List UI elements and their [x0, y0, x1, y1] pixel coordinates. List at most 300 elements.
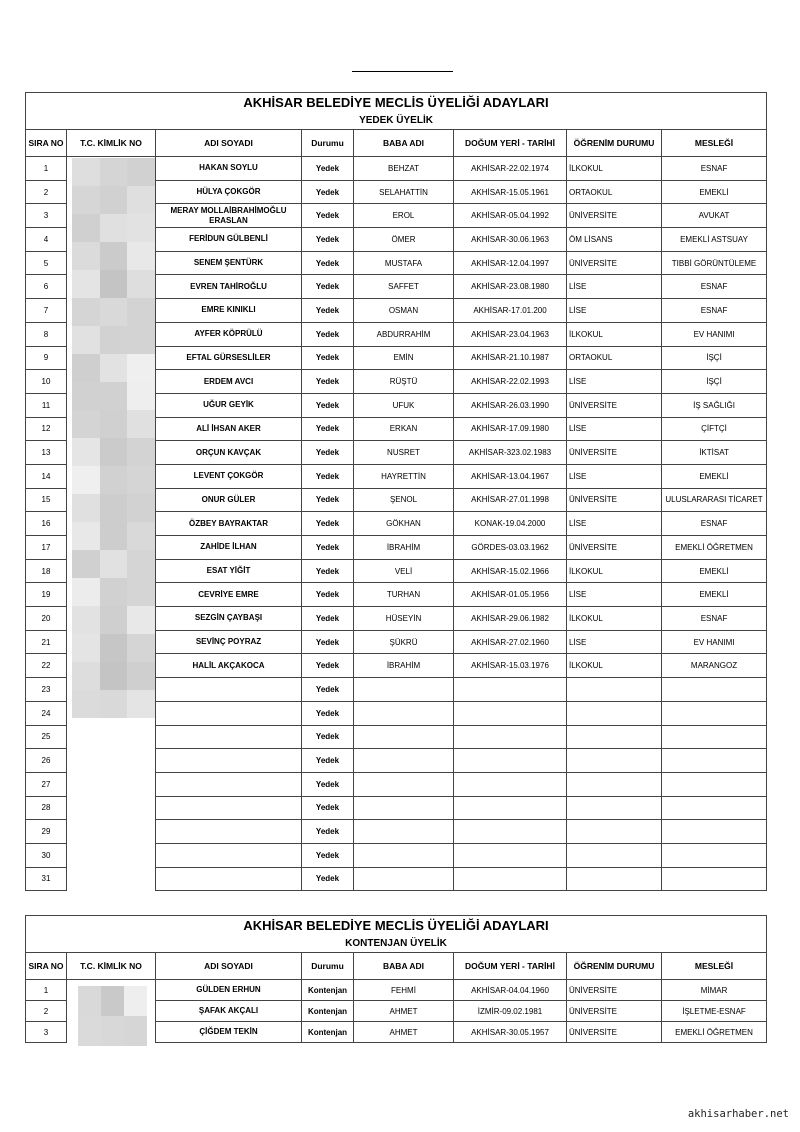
- status-cell: Yedek: [302, 488, 354, 512]
- status-cell: Kontenjan: [302, 1022, 354, 1043]
- candidate-name: SEVİNÇ POYRAZ: [156, 630, 302, 654]
- mosaic-cell: [100, 550, 128, 578]
- col-header-baba: BABA ADI: [354, 953, 454, 980]
- mosaic-cell: [72, 522, 100, 550]
- mosaic-cell: [127, 186, 155, 214]
- col-header-sira: SIRA NO: [26, 953, 67, 980]
- occupation-cell: EV HANIMI: [662, 630, 767, 654]
- row-number: 30: [26, 843, 67, 867]
- row-number: 3: [26, 204, 67, 228]
- mosaic-cell: [72, 242, 100, 270]
- col-header-ad: ADI SOYADI: [156, 953, 302, 980]
- occupation-cell: EMEKLİ: [662, 559, 767, 583]
- candidate-name: EMRE KINIKLI: [156, 299, 302, 323]
- birth-place-date: AKHİSAR-29.06.1982: [454, 607, 567, 631]
- birth-place-date: AKHİSAR-26.03.1990: [454, 393, 567, 417]
- col-header-ogrenim: ÖĞRENİM DURUMU: [567, 130, 662, 157]
- col-header-ad: ADI SOYADI: [156, 130, 302, 157]
- birth-place-date: AKHİSAR-23.08.1980: [454, 275, 567, 299]
- father-name: TURHAN: [354, 583, 454, 607]
- candidate-name: LEVENT ÇOKGÖR: [156, 464, 302, 488]
- education-cell: ÜNİVERSİTE: [567, 204, 662, 228]
- occupation-cell: [662, 725, 767, 749]
- mosaic-cell: [127, 690, 155, 718]
- mosaic-cell: [124, 1016, 147, 1046]
- row-number: 12: [26, 417, 67, 441]
- tc-kimlik-cell: [67, 843, 156, 867]
- status-cell: Yedek: [302, 228, 354, 252]
- table-title: AKHİSAR BELEDİYE MECLİS ÜYELİĞİ ADAYLARI: [26, 916, 767, 935]
- status-cell: Yedek: [302, 512, 354, 536]
- occupation-cell: EMEKLİ: [662, 180, 767, 204]
- candidate-name: ORÇUN KAVÇAK: [156, 441, 302, 465]
- status-cell: Yedek: [302, 536, 354, 560]
- candidate-name: HAKAN SOYLU: [156, 157, 302, 181]
- status-cell: Yedek: [302, 654, 354, 678]
- mosaic-cell: [127, 550, 155, 578]
- education-cell: [567, 678, 662, 702]
- father-name: BEHZAT: [354, 157, 454, 181]
- candidate-name: FERİDUN GÜLBENLİ: [156, 228, 302, 252]
- occupation-cell: [662, 701, 767, 725]
- education-cell: ÜNİVERSİTE: [567, 441, 662, 465]
- occupation-cell: [662, 749, 767, 773]
- father-name: [354, 772, 454, 796]
- col-header-meslek: MESLEĞİ: [662, 130, 767, 157]
- candidate-name: HÜLYA ÇOKGÖR: [156, 180, 302, 204]
- occupation-cell: İŞÇİ: [662, 346, 767, 370]
- tc-kimlik-cell: [67, 772, 156, 796]
- tc-kimlik-cell: [67, 749, 156, 773]
- col-header-meslek: MESLEĞİ: [662, 953, 767, 980]
- occupation-cell: ESNAF: [662, 157, 767, 181]
- education-cell: [567, 749, 662, 773]
- father-name: ŞÜKRÜ: [354, 630, 454, 654]
- col-header-dogum: DOĞUM YERİ - TARİHİ: [454, 130, 567, 157]
- mosaic-cell: [72, 438, 100, 466]
- row-number: 13: [26, 441, 67, 465]
- col-header-ogrenim: ÖĞRENİM DURUMU: [567, 953, 662, 980]
- candidate-name: ÇİĞDEM TEKİN: [156, 1022, 302, 1043]
- mosaic-cell: [100, 270, 128, 298]
- mosaic-cell: [100, 690, 128, 718]
- mosaic-cell: [127, 382, 155, 410]
- occupation-cell: ESNAF: [662, 299, 767, 323]
- table-title: AKHİSAR BELEDİYE MECLİS ÜYELİĞİ ADAYLARI: [26, 93, 767, 112]
- candidate-name: [156, 749, 302, 773]
- occupation-cell: [662, 772, 767, 796]
- mosaic-cell: [72, 326, 100, 354]
- row-number: 1: [26, 157, 67, 181]
- status-cell: Yedek: [302, 678, 354, 702]
- row-number: 5: [26, 251, 67, 275]
- candidate-name: SEZGİN ÇAYBAŞI: [156, 607, 302, 631]
- candidate-name: EVREN TAHİROĞLU: [156, 275, 302, 299]
- education-cell: ÜNİVERSİTE: [567, 393, 662, 417]
- occupation-cell: AVUKAT: [662, 204, 767, 228]
- mosaic-cell: [127, 494, 155, 522]
- birth-place-date: AKHİSAR-17.01.200: [454, 299, 567, 323]
- education-cell: İLKOKUL: [567, 559, 662, 583]
- mosaic-cell: [72, 606, 100, 634]
- father-name: [354, 701, 454, 725]
- table-row: [26, 796, 767, 820]
- candidate-name: EFTAL GÜRSESLİLER: [156, 346, 302, 370]
- birth-place-date: GÖRDES-03.03.1962: [454, 536, 567, 560]
- birth-place-date: AKHİSAR-30.05.1957: [454, 1022, 567, 1043]
- redacted-id-block: [72, 158, 155, 718]
- education-cell: ÜNİVERSİTE: [567, 1001, 662, 1022]
- col-header-dogum: DOĞUM YERİ - TARİHİ: [454, 953, 567, 980]
- col-header-baba: BABA ADI: [354, 130, 454, 157]
- row-number: 8: [26, 322, 67, 346]
- mosaic-cell: [72, 410, 100, 438]
- header-row: [26, 130, 767, 157]
- occupation-cell: ÇİFTÇİ: [662, 417, 767, 441]
- candidate-name: [156, 867, 302, 891]
- education-cell: LİSE: [567, 630, 662, 654]
- status-cell: Yedek: [302, 464, 354, 488]
- mosaic-cell: [101, 1016, 124, 1046]
- candidate-name: ŞAFAK AKÇALI: [156, 1001, 302, 1022]
- mosaic-cell: [100, 326, 128, 354]
- mosaic-cell: [100, 186, 128, 214]
- mosaic-cell: [127, 466, 155, 494]
- father-name: [354, 867, 454, 891]
- education-cell: ORTAOKUL: [567, 346, 662, 370]
- birth-place-date: [454, 843, 567, 867]
- mosaic-cell: [100, 410, 128, 438]
- status-cell: Yedek: [302, 867, 354, 891]
- mosaic-cell: [100, 494, 128, 522]
- row-number: 1: [26, 980, 67, 1001]
- mosaic-cell: [101, 986, 124, 1016]
- birth-place-date: [454, 796, 567, 820]
- candidate-name: [156, 820, 302, 844]
- birth-place-date: AKHİSAR-21.10.1987: [454, 346, 567, 370]
- col-header-kimlik: T.C. KİMLİK NO: [67, 130, 156, 157]
- row-number: 21: [26, 630, 67, 654]
- occupation-cell: ESNAF: [662, 512, 767, 536]
- status-cell: Yedek: [302, 157, 354, 181]
- candidate-name: UĞUR GEYİK: [156, 393, 302, 417]
- status-cell: Yedek: [302, 275, 354, 299]
- birth-place-date: [454, 749, 567, 773]
- father-name: UFUK: [354, 393, 454, 417]
- education-cell: [567, 725, 662, 749]
- father-name: HÜSEYİN: [354, 607, 454, 631]
- father-name: OSMAN: [354, 299, 454, 323]
- mosaic-cell: [72, 662, 100, 690]
- row-number: 15: [26, 488, 67, 512]
- status-cell: Yedek: [302, 772, 354, 796]
- father-name: İBRAHİM: [354, 536, 454, 560]
- father-name: EMİN: [354, 346, 454, 370]
- candidate-name: ERDEM AVCI: [156, 370, 302, 394]
- mosaic-cell: [72, 690, 100, 718]
- row-number: 28: [26, 796, 67, 820]
- candidate-name: ESAT YİĞİT: [156, 559, 302, 583]
- occupation-cell: ESNAF: [662, 607, 767, 631]
- mosaic-cell: [72, 578, 100, 606]
- mosaic-cell: [127, 438, 155, 466]
- mosaic-cell: [78, 986, 101, 1016]
- father-name: [354, 820, 454, 844]
- father-name: ERKAN: [354, 417, 454, 441]
- birth-place-date: AKHİSAR-17.09.1980: [454, 417, 567, 441]
- mosaic-cell: [72, 634, 100, 662]
- status-cell: Yedek: [302, 370, 354, 394]
- status-cell: Yedek: [302, 701, 354, 725]
- table-subtitle: YEDEK ÜYELİK: [26, 111, 767, 130]
- row-number: 2: [26, 180, 67, 204]
- status-cell: Kontenjan: [302, 1001, 354, 1022]
- father-name: ÖMER: [354, 228, 454, 252]
- birth-place-date: KONAK-19.04.2000: [454, 512, 567, 536]
- birth-place-date: [454, 867, 567, 891]
- father-name: ABDURRAHİM: [354, 322, 454, 346]
- father-name: [354, 749, 454, 773]
- education-cell: [567, 796, 662, 820]
- header-row: [26, 953, 767, 980]
- education-cell: [567, 843, 662, 867]
- education-cell: İLKOKUL: [567, 157, 662, 181]
- status-cell: Yedek: [302, 749, 354, 773]
- mosaic-cell: [127, 662, 155, 690]
- father-name: İBRAHİM: [354, 654, 454, 678]
- status-cell: Yedek: [302, 417, 354, 441]
- father-name: [354, 796, 454, 820]
- father-name: HAYRETTİN: [354, 464, 454, 488]
- candidate-name: ALİ İHSAN AKER: [156, 417, 302, 441]
- status-cell: Yedek: [302, 180, 354, 204]
- mosaic-cell: [100, 298, 128, 326]
- birth-place-date: AKHİSAR-13.04.1967: [454, 464, 567, 488]
- candidate-name: ÖZBEY BAYRAKTAR: [156, 512, 302, 536]
- mosaic-cell: [127, 354, 155, 382]
- father-name: MUSTAFA: [354, 251, 454, 275]
- education-cell: İLKOKUL: [567, 322, 662, 346]
- row-number: 14: [26, 464, 67, 488]
- mosaic-cell: [100, 578, 128, 606]
- mosaic-cell: [100, 354, 128, 382]
- birth-place-date: AKHİSAR-323.02.1983: [454, 441, 567, 465]
- occupation-cell: ESNAF: [662, 275, 767, 299]
- education-cell: LİSE: [567, 417, 662, 441]
- mosaic-cell: [100, 634, 128, 662]
- mosaic-cell: [100, 606, 128, 634]
- father-name: VELİ: [354, 559, 454, 583]
- table-row: [26, 867, 767, 891]
- row-number: 19: [26, 583, 67, 607]
- father-name: AHMET: [354, 1001, 454, 1022]
- birth-place-date: AKHİSAR-27.02.1960: [454, 630, 567, 654]
- occupation-cell: EMEKLİ ÖĞRETMEN: [662, 1022, 767, 1043]
- row-number: 23: [26, 678, 67, 702]
- status-cell: Yedek: [302, 441, 354, 465]
- tc-kimlik-cell: [67, 796, 156, 820]
- mosaic-cell: [100, 158, 128, 186]
- mosaic-cell: [127, 634, 155, 662]
- education-cell: LİSE: [567, 275, 662, 299]
- education-cell: ÖM LİSANS: [567, 228, 662, 252]
- occupation-cell: MİMAR: [662, 980, 767, 1001]
- education-cell: [567, 772, 662, 796]
- candidate-name: HALİL AKÇAKOCA: [156, 654, 302, 678]
- occupation-cell: EMEKLİ ÖĞRETMEN: [662, 536, 767, 560]
- father-name: EROL: [354, 204, 454, 228]
- mosaic-cell: [100, 382, 128, 410]
- education-cell: LİSE: [567, 370, 662, 394]
- education-cell: LİSE: [567, 464, 662, 488]
- mosaic-cell: [127, 326, 155, 354]
- candidate-name: [156, 725, 302, 749]
- status-cell: Yedek: [302, 583, 354, 607]
- col-header-durum: Durumu: [302, 130, 354, 157]
- education-cell: ÜNİVERSİTE: [567, 251, 662, 275]
- occupation-cell: İŞÇİ: [662, 370, 767, 394]
- col-header-durum: Durumu: [302, 953, 354, 980]
- status-cell: Yedek: [302, 630, 354, 654]
- candidate-name: ONUR GÜLER: [156, 488, 302, 512]
- status-cell: Kontenjan: [302, 980, 354, 1001]
- row-number: 17: [26, 536, 67, 560]
- source-watermark: akhisarhaber.net: [687, 1108, 789, 1120]
- father-name: GÖKHAN: [354, 512, 454, 536]
- mosaic-cell: [127, 522, 155, 550]
- row-number: 22: [26, 654, 67, 678]
- row-number: 26: [26, 749, 67, 773]
- status-cell: Yedek: [302, 299, 354, 323]
- education-cell: ÜNİVERSİTE: [567, 536, 662, 560]
- mosaic-cell: [72, 270, 100, 298]
- mosaic-cell: [127, 270, 155, 298]
- education-cell: [567, 701, 662, 725]
- education-cell: [567, 867, 662, 891]
- row-number: 27: [26, 772, 67, 796]
- row-number: 20: [26, 607, 67, 631]
- table-row: [26, 772, 767, 796]
- row-number: 6: [26, 275, 67, 299]
- mosaic-cell: [127, 410, 155, 438]
- mosaic-cell: [78, 1016, 101, 1046]
- occupation-cell: [662, 867, 767, 891]
- mosaic-cell: [100, 522, 128, 550]
- birth-place-date: AKHİSAR-23.04.1963: [454, 322, 567, 346]
- mosaic-cell: [127, 158, 155, 186]
- mosaic-cell: [72, 354, 100, 382]
- occupation-cell: İKTİSAT: [662, 441, 767, 465]
- mosaic-cell: [127, 578, 155, 606]
- occupation-cell: [662, 678, 767, 702]
- status-cell: Yedek: [302, 820, 354, 844]
- status-cell: Yedek: [302, 251, 354, 275]
- mosaic-cell: [100, 662, 128, 690]
- row-number: 31: [26, 867, 67, 891]
- education-cell: ÜNİVERSİTE: [567, 488, 662, 512]
- mosaic-cell: [127, 298, 155, 326]
- row-number: 10: [26, 370, 67, 394]
- birth-place-date: AKHİSAR-15.03.1976: [454, 654, 567, 678]
- birth-place-date: AKHİSAR-27.01.1998: [454, 488, 567, 512]
- tc-kimlik-cell: [67, 725, 156, 749]
- tc-kimlik-cell: [67, 867, 156, 891]
- education-cell: LİSE: [567, 512, 662, 536]
- mosaic-cell: [72, 186, 100, 214]
- father-name: [354, 678, 454, 702]
- status-cell: Yedek: [302, 322, 354, 346]
- row-number: 4: [26, 228, 67, 252]
- candidate-name: AYFER KÖPRÜLÜ: [156, 322, 302, 346]
- father-name: FEHMİ: [354, 980, 454, 1001]
- education-cell: ÜNİVERSİTE: [567, 1022, 662, 1043]
- birth-place-date: AKHİSAR-30.06.1963: [454, 228, 567, 252]
- table-row: [26, 725, 767, 749]
- mosaic-cell: [100, 466, 128, 494]
- status-cell: Yedek: [302, 843, 354, 867]
- father-name: [354, 843, 454, 867]
- row-number: 3: [26, 1022, 67, 1043]
- candidate-name: [156, 772, 302, 796]
- education-cell: İLKOKUL: [567, 607, 662, 631]
- row-number: 7: [26, 299, 67, 323]
- birth-place-date: AKHİSAR-15.05.1961: [454, 180, 567, 204]
- candidate-name: SENEM ŞENTÜRK: [156, 251, 302, 275]
- table-row: [26, 820, 767, 844]
- table-subtitle: KONTENJAN ÜYELİK: [26, 934, 767, 953]
- occupation-cell: [662, 843, 767, 867]
- row-number: 16: [26, 512, 67, 536]
- row-number: 11: [26, 393, 67, 417]
- candidate-name: GÜLDEN ERHUN: [156, 980, 302, 1001]
- top-rule: [352, 71, 453, 72]
- table-row: [26, 749, 767, 773]
- row-number: 29: [26, 820, 67, 844]
- occupation-cell: EMEKLİ: [662, 583, 767, 607]
- education-cell: LİSE: [567, 583, 662, 607]
- candidate-name: ZAHİDE İLHAN: [156, 536, 302, 560]
- birth-place-date: AKHİSAR-05.04.1992: [454, 204, 567, 228]
- education-cell: İLKOKUL: [567, 654, 662, 678]
- candidate-name: [156, 701, 302, 725]
- row-number: 24: [26, 701, 67, 725]
- row-number: 9: [26, 346, 67, 370]
- occupation-cell: ULUSLARARASI TİCARET: [662, 488, 767, 512]
- mosaic-cell: [72, 158, 100, 186]
- col-header-kimlik: T.C. KİMLİK NO: [67, 953, 156, 980]
- occupation-cell: [662, 796, 767, 820]
- tc-kimlik-cell: [67, 820, 156, 844]
- education-cell: LİSE: [567, 299, 662, 323]
- status-cell: Yedek: [302, 346, 354, 370]
- mosaic-cell: [100, 214, 128, 242]
- education-cell: ORTAOKUL: [567, 180, 662, 204]
- birth-place-date: AKHİSAR-04.04.1960: [454, 980, 567, 1001]
- mosaic-cell: [127, 606, 155, 634]
- mosaic-cell: [100, 438, 128, 466]
- father-name: ŞENOL: [354, 488, 454, 512]
- occupation-cell: EMEKLİ: [662, 464, 767, 488]
- candidate-name: MERAY MOLLAİBRAHİMOĞLU ERASLAN: [156, 204, 302, 228]
- birth-place-date: [454, 772, 567, 796]
- table-row: [26, 843, 767, 867]
- mosaic-cell: [72, 550, 100, 578]
- status-cell: Yedek: [302, 607, 354, 631]
- education-cell: ÜNİVERSİTE: [567, 980, 662, 1001]
- mosaic-cell: [124, 986, 147, 1016]
- candidate-name: [156, 843, 302, 867]
- birth-place-date: [454, 820, 567, 844]
